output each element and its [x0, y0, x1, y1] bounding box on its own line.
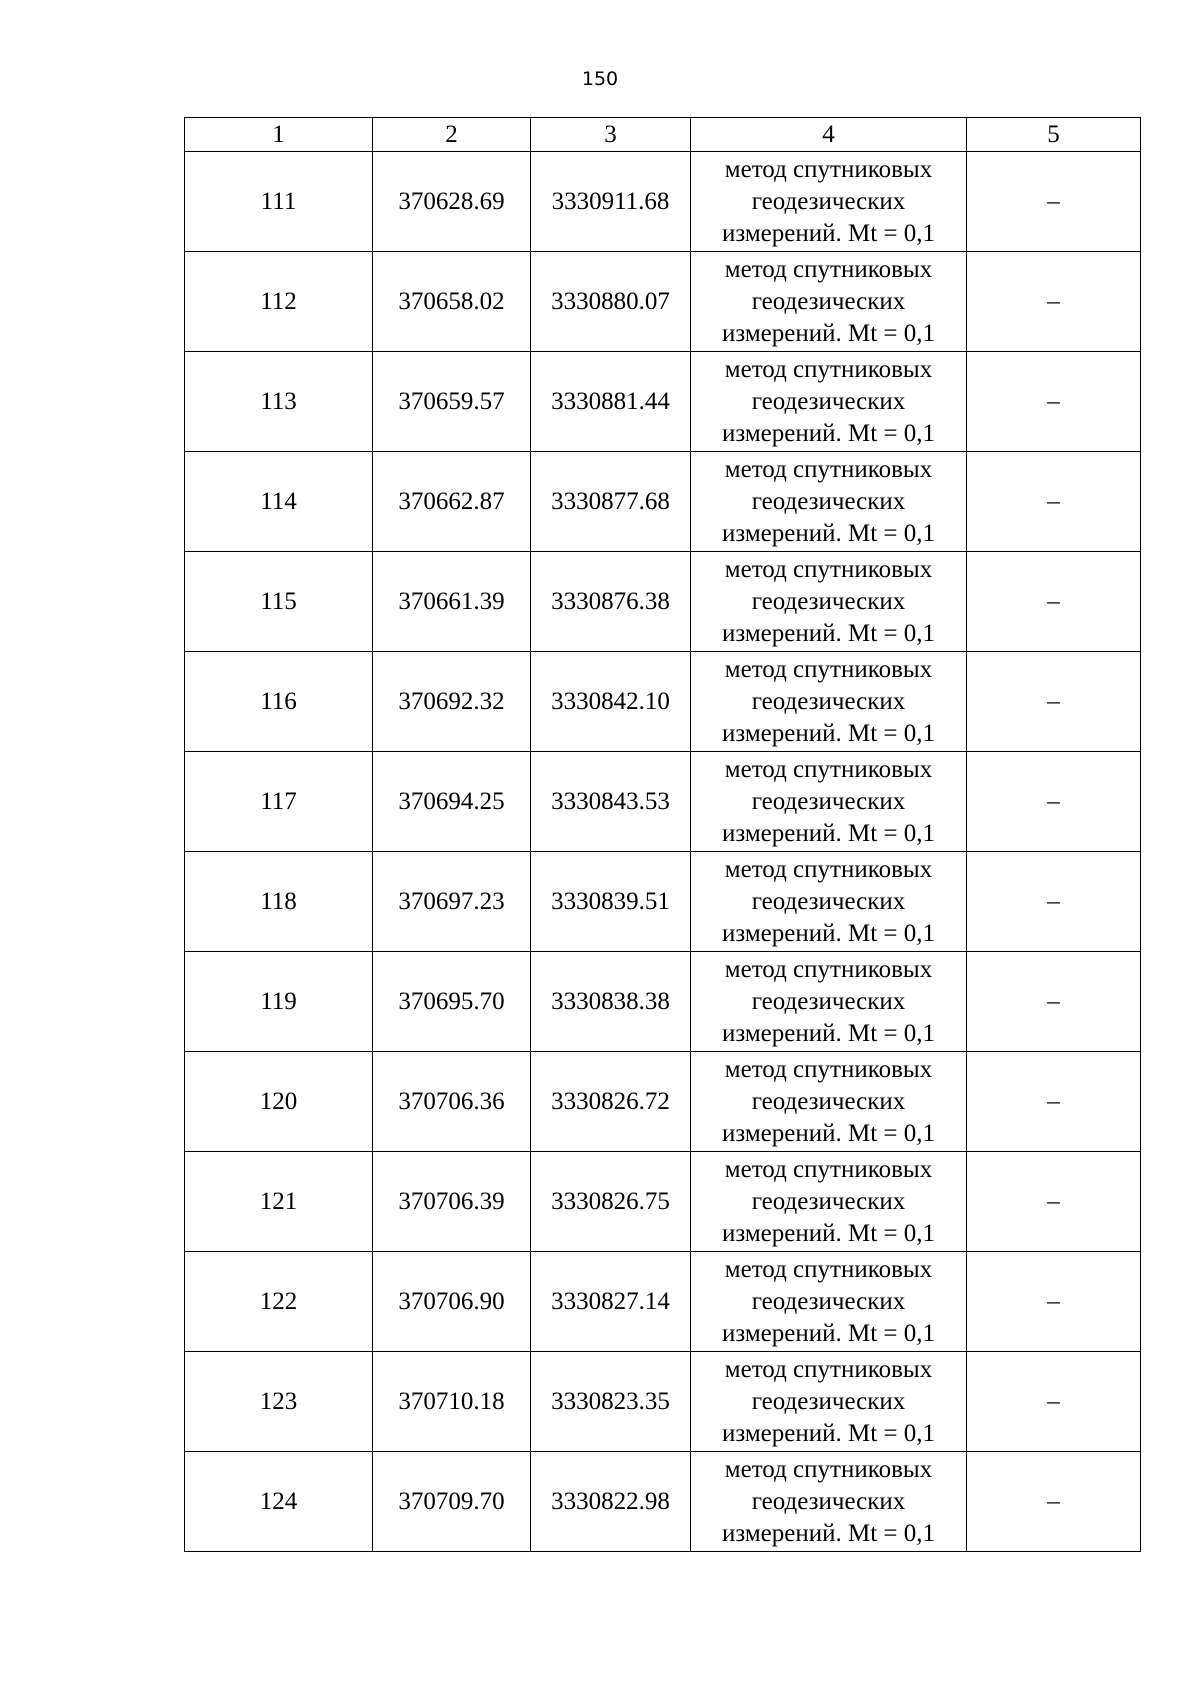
point-number-cell: 123	[185, 1352, 373, 1452]
method-line: измерений. Mt = 0,1	[721, 719, 936, 747]
table-row	[185, 252, 1141, 352]
method-line: метод спутниковых	[724, 755, 933, 783]
method-cell	[691, 152, 967, 252]
table-row	[185, 952, 1141, 1052]
note-cell: –	[967, 1252, 1141, 1352]
coordinates-table	[184, 117, 1141, 1552]
note-cell: –	[967, 852, 1141, 952]
y-coordinate-cell: 3330839.51	[531, 852, 691, 952]
table-row	[185, 452, 1141, 552]
method-line: измерений. Mt = 0,1	[721, 1419, 936, 1447]
y-coordinate-cell: 3330843.53	[531, 752, 691, 852]
method-cell	[691, 1352, 967, 1452]
method-line: метод спутниковых	[724, 1455, 933, 1483]
method-line: измерений. Mt = 0,1	[721, 819, 936, 847]
y-coordinate-cell: 3330827.14	[531, 1252, 691, 1352]
method-line: метод спутниковых	[724, 1355, 933, 1383]
method-line: метод спутниковых	[724, 155, 933, 183]
method-cell	[691, 1452, 967, 1552]
method-line: геодезических	[751, 487, 906, 515]
method-cell	[691, 252, 967, 352]
method-cell	[691, 652, 967, 752]
method-line: геодезических	[751, 1487, 906, 1515]
method-cell	[691, 552, 967, 652]
y-coordinate-cell: 3330838.38	[531, 952, 691, 1052]
point-number-cell: 124	[185, 1452, 373, 1552]
note-cell: –	[967, 752, 1141, 852]
method-line: метод спутниковых	[724, 855, 933, 883]
note-cell: –	[967, 652, 1141, 752]
method-line: геодезических	[751, 287, 906, 315]
table-row	[185, 852, 1141, 952]
x-coordinate-cell: 370695.70	[373, 952, 531, 1052]
method-line: геодезических	[751, 687, 906, 715]
method-line: метод спутниковых	[724, 355, 933, 383]
x-coordinate-cell: 370694.25	[373, 752, 531, 852]
note-cell: –	[967, 1352, 1141, 1452]
method-line: измерений. Mt = 0,1	[721, 919, 936, 947]
method-line: геодезических	[751, 1087, 906, 1115]
table-row	[185, 1052, 1141, 1152]
point-number-cell: 115	[185, 552, 373, 652]
method-line: измерений. Mt = 0,1	[721, 1519, 936, 1547]
method-line: геодезических	[751, 587, 906, 615]
method-cell	[691, 1052, 967, 1152]
x-coordinate-cell: 370706.39	[373, 1152, 531, 1252]
method-line: измерений. Mt = 0,1	[721, 1119, 936, 1147]
point-number-cell: 122	[185, 1252, 373, 1352]
y-coordinate-cell: 3330911.68	[531, 152, 691, 252]
method-line: геодезических	[751, 1187, 906, 1215]
note-cell: –	[967, 952, 1141, 1052]
note-cell: –	[967, 252, 1141, 352]
note-cell: –	[967, 352, 1141, 452]
header-col-4: 4	[691, 118, 967, 152]
y-coordinate-cell: 3330842.10	[531, 652, 691, 752]
table-row	[185, 552, 1141, 652]
x-coordinate-cell: 370658.02	[373, 252, 531, 352]
point-number-cell: 116	[185, 652, 373, 752]
y-coordinate-cell: 3330823.35	[531, 1352, 691, 1452]
note-cell: –	[967, 1452, 1141, 1552]
header-col-2: 2	[373, 118, 531, 152]
y-coordinate-cell: 3330881.44	[531, 352, 691, 452]
table-row	[185, 352, 1141, 452]
point-number-cell: 112	[185, 252, 373, 352]
method-line: измерений. Mt = 0,1	[721, 1319, 936, 1347]
method-line: измерений. Mt = 0,1	[721, 319, 936, 347]
method-line: измерений. Mt = 0,1	[721, 1019, 936, 1047]
method-line: геодезических	[751, 787, 906, 815]
header-col-1: 1	[185, 118, 373, 152]
note-cell: –	[967, 152, 1141, 252]
method-line: геодезических	[751, 1387, 906, 1415]
table-header	[185, 118, 1141, 152]
method-cell	[691, 1152, 967, 1252]
y-coordinate-cell: 3330880.07	[531, 252, 691, 352]
y-coordinate-cell: 3330822.98	[531, 1452, 691, 1552]
table-row	[185, 1252, 1141, 1352]
x-coordinate-cell: 370706.36	[373, 1052, 531, 1152]
method-cell	[691, 452, 967, 552]
table-row	[185, 752, 1141, 852]
note-cell: –	[967, 552, 1141, 652]
table-row	[185, 1452, 1141, 1552]
x-coordinate-cell: 370661.39	[373, 552, 531, 652]
y-coordinate-cell: 3330876.38	[531, 552, 691, 652]
x-coordinate-cell: 370706.90	[373, 1252, 531, 1352]
method-line: геодезических	[751, 887, 906, 915]
method-line: метод спутниковых	[724, 1155, 933, 1183]
y-coordinate-cell: 3330826.72	[531, 1052, 691, 1152]
method-line: измерений. Mt = 0,1	[721, 519, 936, 547]
table-row	[185, 1152, 1141, 1252]
header-col-5: 5	[967, 118, 1141, 152]
page-number: 150	[581, 68, 619, 90]
method-line: метод спутниковых	[724, 1255, 933, 1283]
method-cell	[691, 1252, 967, 1352]
method-cell	[691, 852, 967, 952]
method-line: геодезических	[751, 987, 906, 1015]
note-cell: –	[967, 452, 1141, 552]
table-row	[185, 652, 1141, 752]
method-cell	[691, 952, 967, 1052]
table-body	[185, 152, 1141, 1552]
method-line: геодезических	[751, 387, 906, 415]
point-number-cell: 117	[185, 752, 373, 852]
method-line: метод спутниковых	[724, 255, 933, 283]
point-number-cell: 111	[185, 152, 373, 252]
note-cell: –	[967, 1052, 1141, 1152]
point-number-cell: 119	[185, 952, 373, 1052]
x-coordinate-cell: 370659.57	[373, 352, 531, 452]
note-cell: –	[967, 1152, 1141, 1252]
header-row	[185, 118, 1141, 152]
method-cell	[691, 752, 967, 852]
y-coordinate-cell: 3330877.68	[531, 452, 691, 552]
method-line: геодезических	[751, 1287, 906, 1315]
table-row	[185, 1352, 1141, 1452]
x-coordinate-cell: 370692.32	[373, 652, 531, 752]
method-line: метод спутниковых	[724, 455, 933, 483]
method-line: измерений. Mt = 0,1	[721, 1219, 936, 1247]
point-number-cell: 113	[185, 352, 373, 452]
table-row	[185, 152, 1141, 252]
point-number-cell: 121	[185, 1152, 373, 1252]
y-coordinate-cell: 3330826.75	[531, 1152, 691, 1252]
x-coordinate-cell: 370628.69	[373, 152, 531, 252]
x-coordinate-cell: 370709.70	[373, 1452, 531, 1552]
x-coordinate-cell: 370662.87	[373, 452, 531, 552]
x-coordinate-cell: 370697.23	[373, 852, 531, 952]
method-line: метод спутниковых	[724, 655, 933, 683]
x-coordinate-cell: 370710.18	[373, 1352, 531, 1452]
point-number-cell: 114	[185, 452, 373, 552]
method-line: измерений. Mt = 0,1	[721, 619, 936, 647]
method-line: метод спутниковых	[724, 955, 933, 983]
point-number-cell: 120	[185, 1052, 373, 1152]
method-line: метод спутниковых	[724, 1055, 933, 1083]
method-line: измерений. Mt = 0,1	[721, 419, 936, 447]
method-line: метод спутниковых	[724, 555, 933, 583]
header-col-3: 3	[531, 118, 691, 152]
method-cell	[691, 352, 967, 452]
point-number-cell: 118	[185, 852, 373, 952]
method-line: измерений. Mt = 0,1	[721, 219, 936, 247]
method-line: геодезических	[751, 187, 906, 215]
